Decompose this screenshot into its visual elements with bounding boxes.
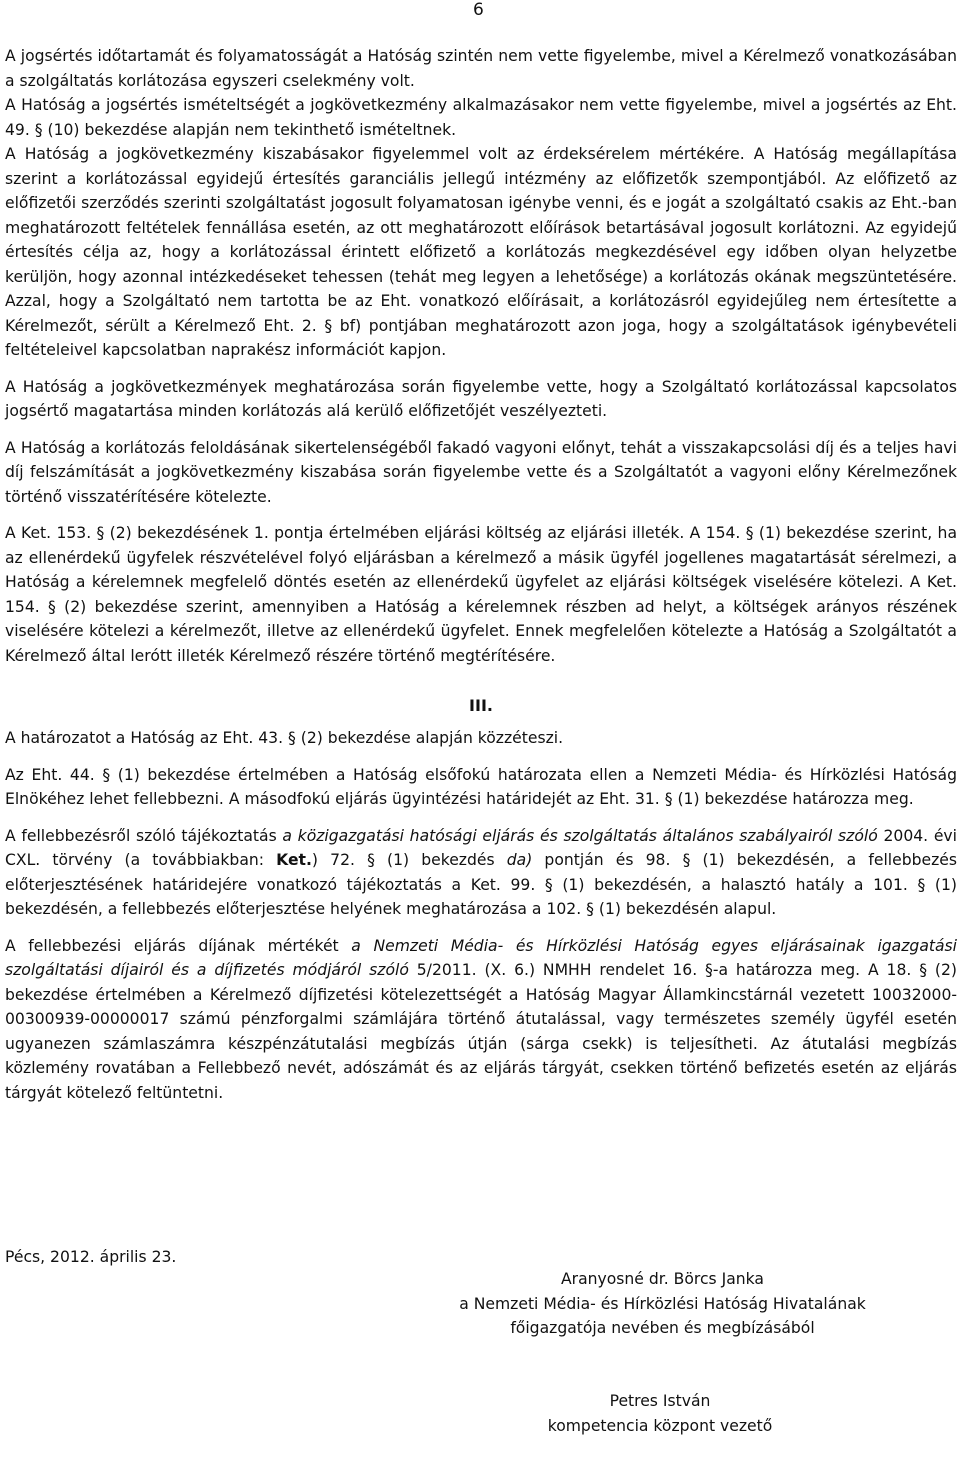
signatory-authority: főigazgatója nevében és megbízásából [510,1319,815,1337]
document-date: Pécs, 2012. április 23. [5,1248,177,1266]
fee-decree-title: a Nemzeti Média- és Hírközlési Hatóság egyes eljárásainak igazgatási szolgáltatási díjairól és a díjfizetés módjáról szóló [5,936,957,979]
paragraph-appeal-fee [5,934,957,1106]
paragraph-repetition: A Hatóság a jogsértés ismételtségét a jogkövetkezmény alkalmazásakor nem vette figyelembe, mivel a jogsértés az Eht. 49. § (10) bekezdése alapján nem tekinthető ismételtnek. [5,96,957,139]
signatory-name: Aranyosné dr. Börcs Janka [561,1270,764,1288]
paragraph-interest-harm: A Hatóság a jogkövetkezmény kiszabásakor figyelemmel volt az érdeksérelem mértékére. A Hatóság megállapítása szerint a korlátozással egyidejű értesítés garanciális jellegű intézmény az előfizetők szempontjából. Az előfizető az előfizetői szerződés szerinti szolgáltatást jogosult folyamatosan igénybe venni, és e jogát a szolgáltató csakis az Eht.-ban meghatározott feltételek fennállása esetén, az ott meghatározott előírások betartásával jogosult korlátozni. Az egyidejű értesítés célja az, hogy a korlátozással érintett előfizető a korlátozás megkezdésével egy időben olyan helyzetbe kerüljön, hogy azonnal intézkedéseket tehessen (tehát meg legyen a lehetősége) a korlátozás okának megszüntetésére. Azzal, hogy a Szolgáltató nem tartotta be az Eht. vonatkozó előírásait, a korlátozásról egyidejűleg nem értesítette a Kérelmezőt, sérült a Kérelmező Eht. 2. § bf) pontjában meghatározott azon joga, hogy a szolgáltatások igénybevételi feltételeivel kapcsolatban naprakész információt kapjon. [5,145,957,359]
paragraph-costs: A Ket. 153. § (2) bekezdésének 1. pontja értelmében eljárási költség az eljárási illeték. A 154. § (1) bekezdése szerint, ha az ellenérdekű ügyfelek részvételével folyó eljárásban a kérelmező a másik ügyfél jogellenes magatartását sérelmezi, a Hatóság a kérelemnek megfelelő döntés esetén az ellenérdekű ügyfelet az eljárási költségek viselésére kötelezi. A Ket. 154. § (2) bekezdése szerint, amennyiben a Hatóság a kérelemnek részben ad helyt, a költségek arányos részének viselésére kötelezi a kérelmezőt, illetve az ellenérdekű ügyfelet. Ennek megfelelően kötelezte a Hatóság a Szolgáltatót a Kérelmező által lerótt illeték Kérelmező részére történő megtérítésére. [5,524,957,665]
signatory-office: a Nemzeti Média- és Hírközlési Hatóság Hivatalának [459,1294,866,1313]
section-heading: III. [469,696,493,715]
appeal-law-title: a közigazgatási hatósági eljárás és szolgáltatás általános szabályairól szóló [282,826,878,845]
appeal-text-4: pontján és 98. § (1) bekezdésén, a fellebbezés előterjesztésének határidejére vonatkozó tájékoztatás a Ket. 99. § (1) bekezdésén, a halasztó hatály a 101. § (1) bekezdésén, a fellebbezés előterjesztése helyének meghatározása a 102. § (1) bekezdésén alapul. [5,851,957,918]
paragraph-continuity: A jogsértés időtartamát és folyamatosságát a Hatóság szintén nem vette figyelembe, mivel a Kérelmező vonatkozásában a szolgáltatás korlátozása egyszeri cselekmény volt. [5,47,957,90]
appeal-abbrev: Ket. [276,851,312,869]
fee-text-2: 5/2011. (X. 6.) NMHH rendelet 16. §-a határozza meg. A 18. § (2) bekezdése értelmében a Kérelmező díjfizetési kötelezettségét a Hatóság Magyar Államkincstárnál vezetett 10032000-00300939-00000017 számú pénzforgalmi számlájára történő átutalással, vagy természetes személy ügyfél esetén ugyanezen számlaszámra készpénzátutalási megbízás útján (sárga csekk) is teljesítheti. Az átutalási megbízás közlemény rovatában a Fellebbező nevét, adószámát és az eljárás tárgyát, csekken történő befizetés esetén az eljárás tárgyát kötelező feltüntetni. [5,961,957,1102]
second-signatory-title: kompetencia központ vezető [547,1416,773,1435]
appeal-text-2: 2004. évi CXL. törvény (a továbbiakban: [5,826,957,869]
appeal-point: da) [506,851,533,869]
paragraph-appeal-info [5,824,957,922]
second-signatory-name: Petres István [609,1392,711,1410]
paragraph-risk: A Hatóság a jogkövetkezmények meghatározása során figyelembe vette, hogy a Szolgáltató korlátozással kapcsolatos jogsértő magatartása minden korlátozás alá kerülő előfizetőjét veszélyezteti. [5,377,957,420]
appeal-text-1: A fellebbezésről szóló tájékoztatás [5,826,283,845]
signature-block-secondary [520,1389,800,1438]
paragraph-publication: A határozatot a Hatóság az Eht. 43. § (2) bekezdése alapján közzéteszi. [5,729,564,747]
paragraph-appeal-right: Az Eht. 44. § (1) bekezdése értelmében a Hatóság elsőfokú határozata ellen a Nemzeti Média- és Hírközlési Hatóság Elnökéhez lehet fellebbezni. A másodfokú eljárás ügyintézési határidejét az Eht. 31. § (1) bekezdése határozza meg. [5,765,957,808]
signature-block-primary [405,1267,920,1341]
page-number: 6 [473,0,484,20]
appeal-text-3: ) 72. § (1) bekezdés [311,851,507,869]
fee-text-1: A fellebbezési eljárás díjának mértékét [5,936,352,955]
paragraph-financial-advantage: A Hatóság a korlátozás feloldásának sikertelenségéből fakadó vagyoni előnyt, tehát a visszakapcsolási díj és a teljes havi díj felszámítását a jogkövetkezmény kiszabása során figyelembe vette és a Szolgáltatót a vagyoni előny Kérelmezőnek történő visszatérítésére kötelezte. [5,438,957,506]
document-body [5,44,957,1105]
